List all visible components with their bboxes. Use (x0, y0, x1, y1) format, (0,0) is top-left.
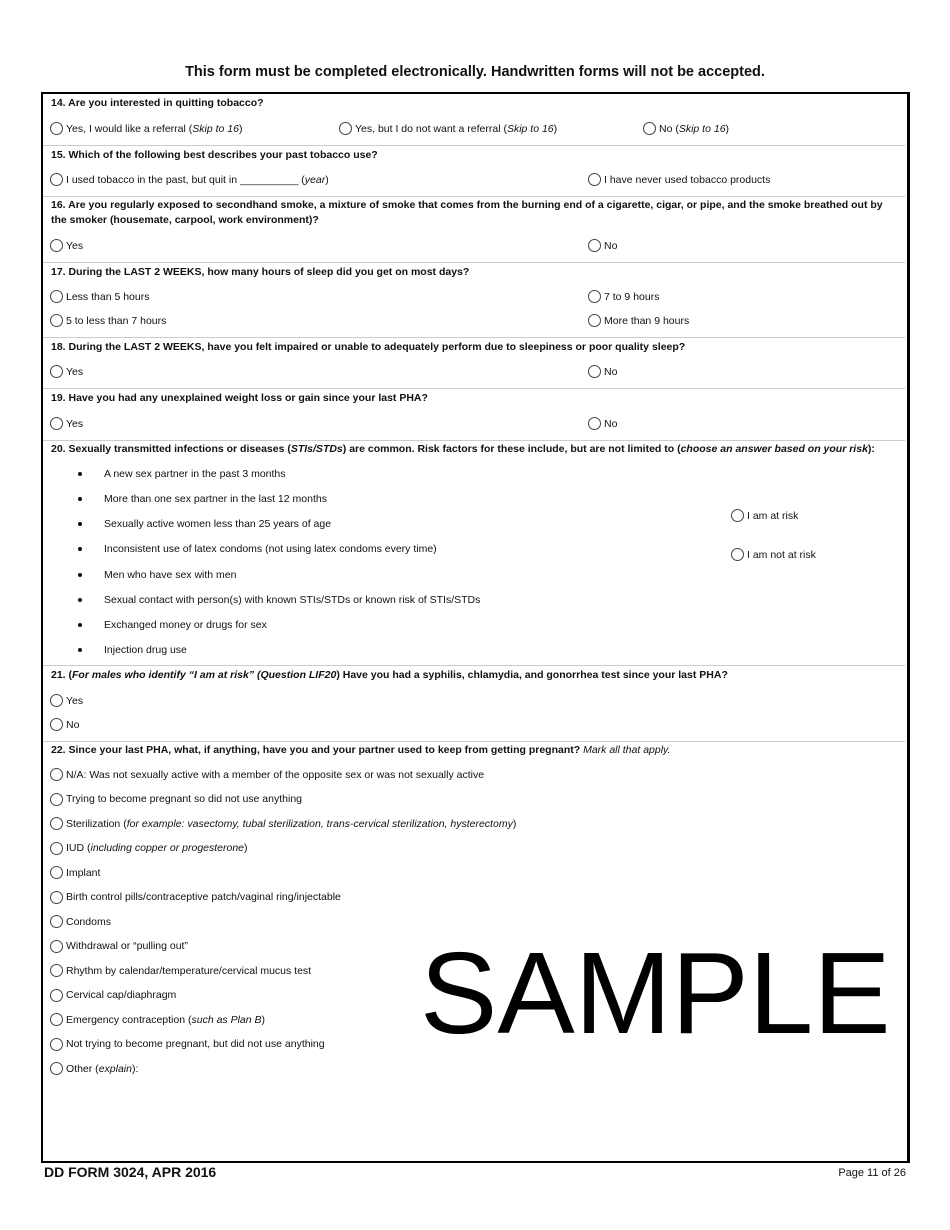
text: Injection drug use (104, 644, 187, 656)
q18-option-yes[interactable] (50, 365, 83, 378)
radio-icon[interactable] (50, 842, 63, 855)
q20-option-not-at-risk[interactable] (731, 548, 816, 561)
text: ): (867, 443, 875, 455)
q14-option-referral[interactable] (50, 122, 242, 135)
q18-question: 18. During the LAST 2 WEEKS, have you felt impaired or unable to adequately perform due to sleepiness or poor quality sleep? (51, 341, 686, 353)
page-number: Page 11 of 26 (838, 1167, 906, 1179)
radio-icon[interactable] (50, 940, 63, 953)
header-notice: This form must be completed electronically. Handwritten forms will not be accepted. (185, 64, 765, 80)
radio-icon[interactable] (588, 173, 601, 186)
label: ) (238, 122, 243, 135)
label: I have never used tobacco products (604, 173, 771, 186)
label-italic: for example: vasectomy, tubal sterilization, trans-cervical sterilization, hysterectomy (126, 817, 513, 830)
label: Rhythm by calendar/temperature/cervical mucus test (66, 964, 312, 977)
radio-icon[interactable] (50, 1038, 63, 1051)
radio-icon[interactable] (50, 122, 63, 135)
q14-question: 14. Are you interested in quitting tobacco? (51, 97, 264, 109)
label: Cervical cap/diaphragm (66, 989, 177, 1001)
label-italic: year (304, 173, 326, 186)
label: Less than 5 hours (66, 290, 150, 303)
radio-icon[interactable] (731, 548, 744, 561)
radio-icon[interactable] (50, 1062, 63, 1075)
q14-option-no-referral[interactable] (339, 122, 557, 135)
q22-option[interactable] (50, 768, 484, 781)
label-italic: Skip to 16 (192, 122, 239, 135)
q22-option[interactable] (50, 793, 302, 806)
radio-icon[interactable] (588, 314, 601, 327)
label: ) (725, 122, 730, 135)
radio-icon[interactable] (50, 768, 63, 781)
bullet-icon (78, 573, 82, 577)
label: Yes, but I do not want a referral ( (355, 122, 507, 135)
bullet-icon (78, 598, 82, 602)
q16-option-no[interactable] (588, 239, 617, 252)
q14-option-no[interactable] (643, 122, 729, 135)
text: Inconsistent use of latex condoms (not using latex condoms every time) (104, 543, 437, 555)
label: No (604, 365, 618, 378)
text: ) Have you had a syphilis, chlamydia, and gonorrhea test since your last PHA? (336, 669, 728, 681)
label: ) (512, 817, 517, 830)
label: ) (244, 842, 248, 854)
q17-option-less-5[interactable] (50, 290, 149, 303)
bullet-icon (78, 522, 82, 526)
label: No (604, 417, 618, 430)
label-italic: Skip to 16 (506, 122, 554, 135)
label: ) (325, 173, 329, 186)
divider (43, 665, 905, 666)
label: Implant (66, 866, 101, 879)
q22-option[interactable] (50, 866, 100, 879)
radio-icon[interactable] (588, 239, 601, 252)
risk-factor-item (78, 619, 267, 631)
q22-option[interactable] (50, 1038, 325, 1051)
bullet-icon (78, 472, 82, 476)
text: 20. Sexually transmitted infections or diseases ( (51, 443, 291, 455)
label: Birth control pills/contraceptive patch/vaginal ring/injectable (66, 891, 341, 903)
radio-icon[interactable] (50, 365, 63, 378)
label: No (66, 718, 80, 731)
risk-factor-item (78, 468, 286, 480)
radio-icon[interactable] (588, 417, 601, 430)
label: ): (131, 1062, 139, 1075)
q21-option-yes[interactable] (50, 694, 83, 707)
label: ) (261, 1013, 266, 1026)
label: N/A: Was not sexually active with a member of the opposite sex or was not sexually active (66, 768, 485, 781)
text-italic: choose an answer based on your risk (680, 443, 868, 455)
q22-option[interactable] (50, 1013, 265, 1026)
q22-option[interactable] (50, 989, 176, 1002)
divider (43, 145, 905, 146)
q15-option-never[interactable] (588, 173, 770, 186)
q17-option-7-9[interactable] (588, 290, 659, 303)
text: A new sex partner in the past 3 months (104, 468, 286, 480)
label: Sterilization ( (66, 817, 127, 830)
bullet-icon (78, 648, 82, 652)
text: Exchanged money or drugs for sex (104, 619, 267, 631)
radio-icon[interactable] (643, 122, 656, 135)
text: ) are common. Risk factors for these include, but are not limited to ( (342, 443, 681, 455)
radio-icon[interactable] (50, 793, 63, 806)
q17-option-more-9[interactable] (588, 314, 689, 327)
form-number: DD FORM 3024, APR 2016 (44, 1164, 217, 1180)
radio-icon[interactable] (588, 365, 601, 378)
risk-factor-item (78, 493, 327, 505)
label: Yes (66, 694, 84, 707)
radio-icon[interactable] (50, 964, 63, 977)
bullet-icon (78, 497, 82, 501)
q22-option[interactable] (50, 940, 188, 953)
label: I am at risk (747, 509, 799, 522)
text-italic: Mark all that apply. (583, 744, 671, 756)
bullet-icon (78, 623, 82, 627)
q20-question (51, 443, 875, 455)
q22-question (51, 744, 670, 756)
risk-factor-item (78, 543, 437, 555)
label-italic: explain (98, 1062, 132, 1075)
radio-icon[interactable] (50, 817, 63, 830)
q18-option-no[interactable] (588, 365, 617, 378)
radio-icon[interactable] (50, 989, 63, 1002)
q22-option[interactable] (50, 1062, 138, 1075)
label: Trying to become pregnant so did not use anything (66, 793, 303, 805)
label-italic: including copper or progesterone (90, 842, 245, 854)
label: Yes (66, 365, 84, 378)
radio-icon[interactable] (50, 1013, 63, 1026)
text-italic: For males who identify “I am at risk” (Question LIF20 (72, 669, 337, 681)
label: No ( (659, 122, 679, 135)
label: I am not at risk (747, 548, 816, 561)
radio-icon[interactable] (50, 239, 63, 252)
q15-question: 15. Which of the following best describes your past tobacco use? (51, 149, 378, 161)
sample-watermark: SAMPLE (420, 928, 891, 1058)
divider (43, 741, 905, 742)
divider (43, 196, 905, 197)
q22-option[interactable] (50, 817, 516, 830)
q16-option-yes[interactable] (50, 239, 83, 252)
q20-option-at-risk[interactable] (731, 509, 798, 522)
divider (43, 388, 905, 389)
q17-question: 17. During the LAST 2 WEEKS, how many hours of sleep did you get on most days? (51, 266, 470, 278)
radio-icon[interactable] (50, 866, 63, 879)
q22-option[interactable] (50, 842, 248, 855)
text-italic: STIs/STDs (290, 443, 343, 455)
risk-factor-item (78, 644, 187, 656)
q19-option-yes[interactable] (50, 417, 83, 430)
risk-factor-item (78, 569, 236, 581)
label: Not trying to become pregnant, but did not use anything (66, 1038, 325, 1050)
divider (43, 262, 905, 263)
radio-icon[interactable] (50, 314, 63, 327)
radio-icon[interactable] (588, 290, 601, 303)
divider (43, 440, 905, 441)
label: 7 to 9 hours (604, 290, 660, 303)
divider (43, 337, 905, 338)
bullet-icon (78, 547, 82, 551)
label: No (604, 239, 618, 252)
q22-option[interactable] (50, 891, 341, 904)
q16-question: 16. Are you regularly exposed to secondhand smoke, a mixture of smoke that comes from the burning end of a cigarette, cigar, or pipe, and the smoke breathed out by the smoker (housemate, carpool, work environment)? (51, 199, 883, 226)
q21-question (51, 669, 728, 681)
text: Sexually active women less than 25 years of age (104, 518, 332, 530)
q22-option[interactable] (50, 964, 311, 977)
label: I used tobacco in the past, but quit in __________ ( (66, 173, 305, 186)
label: Yes (66, 239, 84, 252)
label: Emergency contraception ( (66, 1013, 192, 1026)
label: Withdrawal or “pulling out” (66, 940, 188, 952)
label: Yes, I would like a referral ( (66, 122, 193, 135)
text: More than one sex partner in the last 12 months (104, 493, 327, 505)
label: 5 to less than 7 hours (66, 314, 167, 327)
radio-icon[interactable] (50, 417, 63, 430)
radio-icon[interactable] (339, 122, 352, 135)
text: 22. Since your last PHA, what, if anything, have you and your partner used to keep from getting pregnant? (51, 744, 581, 756)
q17-option-5-7[interactable] (50, 314, 166, 327)
risk-factor-item (78, 594, 480, 606)
label: More than 9 hours (604, 314, 690, 327)
label-italic: such as Plan B (191, 1013, 262, 1026)
label: Other ( (66, 1062, 99, 1075)
q19-option-no[interactable] (588, 417, 617, 430)
radio-icon[interactable] (50, 891, 63, 904)
label: Condoms (66, 915, 111, 928)
text: Sexual contact with person(s) with known STIs/STDs or known risk of STIs/STDs (104, 594, 481, 606)
radio-icon[interactable] (50, 290, 63, 303)
label-italic: Skip to 16 (678, 122, 726, 135)
q22-option[interactable] (50, 915, 111, 928)
radio-icon[interactable] (50, 694, 63, 707)
radio-icon[interactable] (731, 509, 744, 522)
label: IUD ( (66, 842, 91, 854)
text: Men who have sex with men (104, 569, 237, 581)
radio-icon[interactable] (50, 173, 63, 186)
risk-factor-item (78, 518, 331, 530)
label: Yes (66, 417, 84, 430)
q21-option-no[interactable] (50, 718, 79, 731)
text: 21. ( (51, 669, 73, 681)
q19-question: 19. Have you had any unexplained weight loss or gain since your last PHA? (51, 392, 428, 404)
label: ) (553, 122, 558, 135)
radio-icon[interactable] (50, 718, 63, 731)
q15-option-quit[interactable] (50, 173, 329, 186)
radio-icon[interactable] (50, 915, 63, 928)
